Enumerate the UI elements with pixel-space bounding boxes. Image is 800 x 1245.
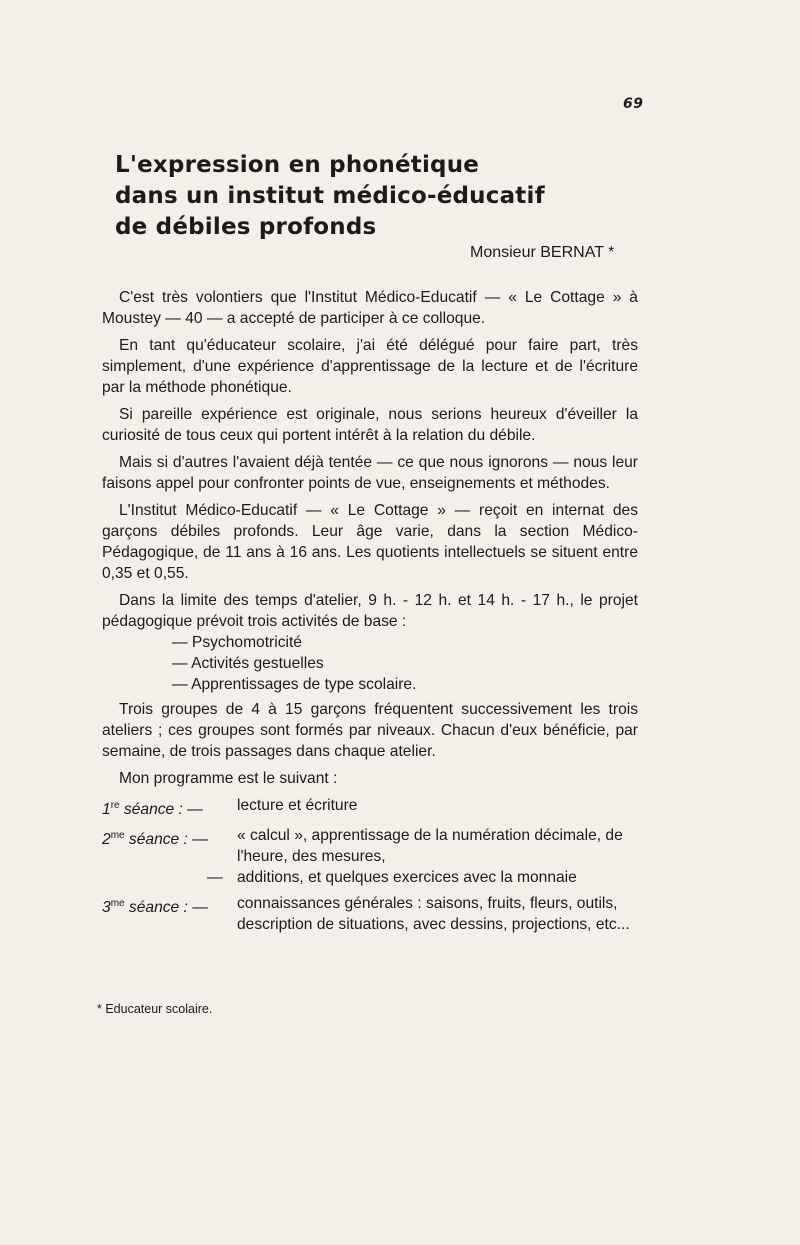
- title-line: dans un institut médico-éducatif: [115, 183, 545, 209]
- paragraph: Mon programme est le suivant :: [119, 770, 338, 787]
- activities-list: [102, 632, 638, 695]
- seance-item: connaissances générales : saisons, fruits, fleurs, outils, description de situations, avec dessins, projections, etc...: [237, 895, 630, 934]
- seance-suffix: me: [110, 830, 125, 842]
- list-item: — Psychomotricité: [172, 634, 302, 651]
- seance-dash: —: [187, 801, 203, 819]
- seance-word: séance :: [124, 831, 188, 849]
- article-title: [115, 150, 675, 243]
- seance-item: additions, et quelques exercices avec la monnaie: [237, 869, 577, 887]
- author: Monsieur BERNAT *: [470, 244, 615, 261]
- seance-number: 1: [102, 801, 111, 819]
- seance-word: séance :: [124, 899, 188, 917]
- seance-suffix: me: [110, 898, 125, 910]
- seance-row: [102, 825, 638, 888]
- paragraph: L'Institut Médico-Educatif — « Le Cottage » — reçoit en internat des garçons débiles profonds. Leur âge varie, dans la section Médico-Pédagogique, de 11 ans à 16 ans. Les quotients intellectuels se situent entre 0,35 et 0,55.: [102, 502, 638, 582]
- paragraph: Trois groupes de 4 à 15 garçons fréquentent successivement les trois ateliers ; ces groupes sont formés par niveaux. Chacun d'eux bénéficie, par semaine, de trois passages dans chaque atelier.: [102, 701, 638, 760]
- seance-dash: —: [207, 869, 223, 887]
- seance-row: [102, 795, 638, 820]
- paragraph: C'est très volontiers que l'Institut Médico-Educatif — « Le Cottage » à Moustey — 40 — a accepté de participer à ce colloque.: [102, 289, 638, 327]
- seance-item: lecture et écriture: [237, 797, 358, 814]
- seance-item: « calcul », apprentissage de la numération décimale, de l'heure, des mesures,: [237, 827, 623, 866]
- seance-number: 3: [102, 899, 111, 917]
- paragraph: Dans la limite des temps d'atelier, 9 h. - 12 h. et 14 h. - 17 h., le projet pédagogique prévoit trois activités de base :: [102, 592, 638, 630]
- seance-subitem: [207, 867, 638, 888]
- seance-dash: —: [192, 899, 208, 917]
- seance-row: [102, 893, 638, 935]
- seance-content: [237, 795, 638, 820]
- seance-list: [102, 795, 638, 935]
- seance-label: [102, 893, 237, 935]
- list-item: — Apprentissages de type scolaire.: [172, 676, 417, 693]
- title-line: de débiles profonds: [115, 214, 377, 240]
- paragraph: Si pareille expérience est originale, nous serions heureux d'éveiller la curiosité de tous ceux qui portent intérêt à la relation du débile.: [102, 406, 638, 444]
- footnote: * Educateur scolaire.: [97, 1002, 213, 1016]
- seance-content: [207, 825, 638, 888]
- seance-word: séance :: [119, 801, 183, 819]
- title-line: L'expression en phonétique: [115, 152, 480, 178]
- seance-content: [237, 893, 638, 935]
- paragraph: Mais si d'autres l'avaient déjà tentée — ce que nous ignorons — nous leur faisons appel pour confronter points de vue, enseignements et méthodes.: [102, 454, 638, 492]
- seance-number: 2: [102, 831, 111, 849]
- page-number: 69: [623, 96, 644, 112]
- article-body: [102, 287, 638, 940]
- list-item: — Activités gestuelles: [172, 655, 324, 672]
- seance-dash: —: [192, 831, 208, 849]
- seance-suffix: re: [110, 800, 120, 811]
- seance-label: [102, 795, 237, 820]
- paragraph: En tant qu'éducateur scolaire, j'ai été délégué pour faire part, très simplement, d'une expérience d'apprentissage de la lecture et de l'écriture par la méthode phonétique.: [102, 337, 638, 396]
